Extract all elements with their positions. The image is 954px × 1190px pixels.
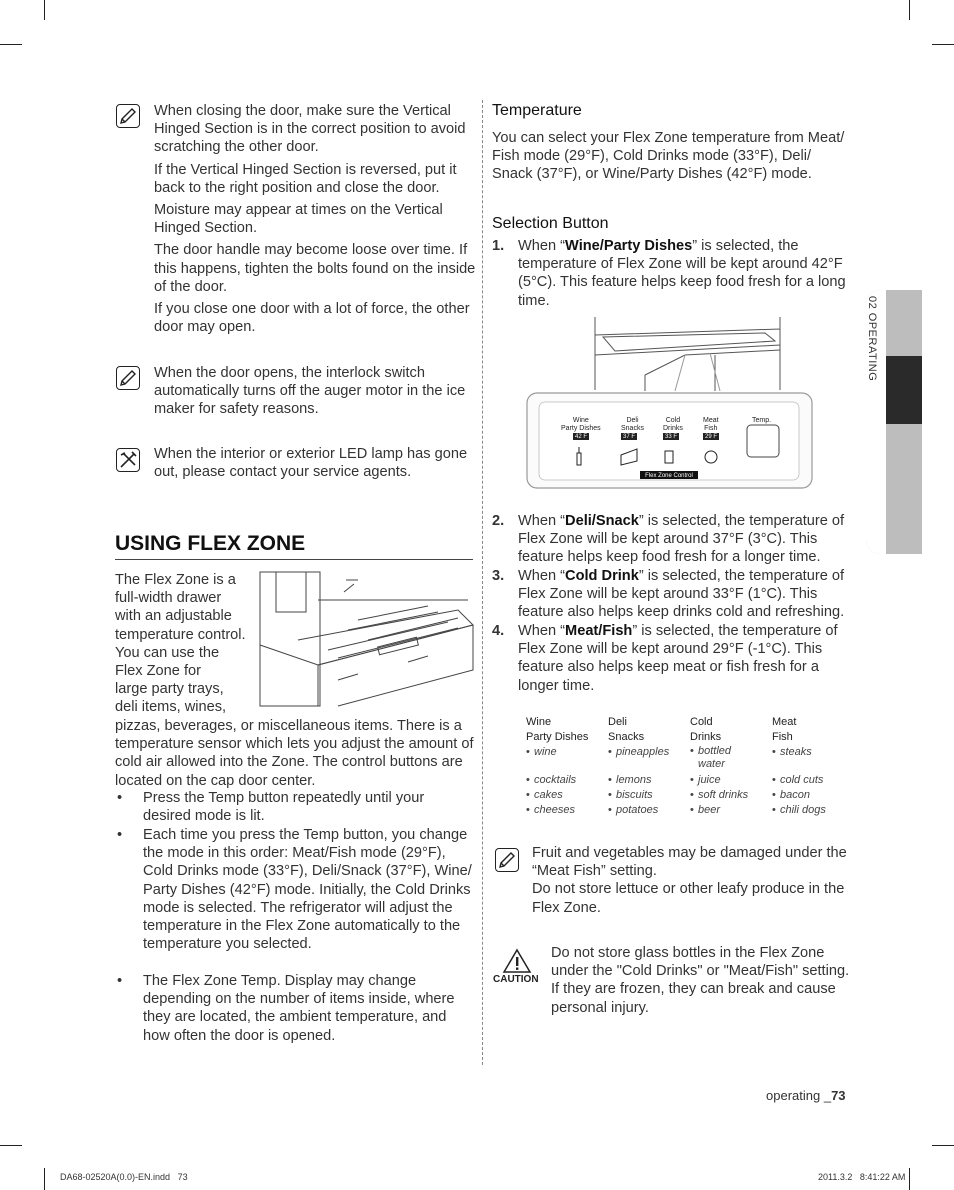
bullet-dot: • [117,790,123,806]
bullet-text: Press the Temp button repeatedly until your desired mode is lit. [143,790,425,825]
item-post: ” is selected, the temperature of Flex Zone will be kept around 33°F (1°C). This feature also helps keep drinks cold and refreshing. [518,568,845,621]
crop-mark [932,1145,954,1146]
panel-label-deli [621,417,644,433]
table-item: • cheeses [534,803,575,818]
note-icon [116,366,140,390]
panel-label-cold [663,417,683,433]
panel-temp: 29 F [704,434,717,440]
note-paragraph: When closing the door, make sure the Vertical Hinged Section is in the correct position to avoid scratching the other door. [154,103,466,156]
page-number [766,1088,846,1103]
table-header: Snacks [608,731,645,743]
table-item: • steaks [780,745,812,760]
note-interlock: When the door opens, the interlock switch automatically turns off the auger motor in the ice maker for safety reasons. [154,365,466,418]
panel-label-temp: Temp. [752,417,772,424]
table-header: Fish [772,731,793,743]
panel-label: Meat [703,417,719,424]
item-number: 1. [492,238,505,254]
panel-caption: Flex Zone Control [645,473,693,479]
note-icon [495,848,519,872]
panel-temp: 37 F [622,434,635,440]
table-header: Cold [690,716,713,728]
column-divider [482,100,483,1065]
footer-date: 2011.3.2 8:41:22 AM [818,1172,906,1182]
item-text [518,567,852,622]
item-pre: When “ [518,513,566,529]
footer-file: DA68-02520A(0.0)-EN.indd 73 [60,1172,188,1182]
item-post: ” is selected, the temperature of Flex Zone will be kept around 42°F (5°C). This feature helps keep food fresh for a long time. [518,238,846,309]
table-item: • cold cuts [780,773,823,788]
table-item: • cocktails [534,773,576,788]
crop-mark [932,44,954,45]
crop-mark [0,1145,22,1146]
item-pre: When “ [518,568,566,584]
item-bold: Cold Drink [565,568,639,584]
caution-icon [502,948,532,974]
intro-line: deli items, wines, [115,699,227,716]
crop-mark [909,1168,910,1190]
item-pre: When “ [518,623,566,639]
intro-line: large party trays, [115,681,224,698]
table-header: Party Dishes [526,731,589,743]
note-line: Fruit and vegetables may be damaged under the “Meat Fish” setting. [532,845,847,880]
temperature-heading: Temperature [492,102,582,119]
bullet-text: The Flex Zone Temp. Display may change depending on the number of items inside, where they are located, the ambient temperature, and how often the door is opened. [143,973,455,1044]
table-item: • chili dogs [780,803,826,818]
note-door-closing [154,102,476,340]
panel-label: Party Dishes [561,425,601,432]
selection-heading: Selection Button [492,215,609,232]
table-item: • bacon [780,788,810,803]
tools-icon [116,448,140,472]
section-title: USING FLEX ZONE [115,532,306,555]
caution-label: CAUTION [493,974,539,985]
temperature-text: You can select your Flex Zone temperature from Meat/ Fish mode (29°F), Cold Drinks mode (33°F), Deli/ Snack (37°F), or Wine/Party Dishes (42°F) mode. [492,130,845,183]
panel-label: Cold [665,417,681,424]
food-table-column [608,715,688,820]
item-bold: Deli/Snack [565,513,639,529]
crop-mark [44,1168,45,1190]
bullet-dot: • [117,827,123,843]
item-text [518,622,852,695]
table-header: Deli [608,716,627,728]
table-item: • beer [698,803,720,818]
item-bold: Meat/Fish [565,623,633,639]
page-prefix: operating _ [766,1088,832,1103]
intro-line: The Flex Zone is a [115,572,236,588]
intro-line: You can use the [115,644,220,661]
side-tab-dark [886,356,922,424]
table-header: Wine [526,716,552,728]
table-item: • soft drinks [698,788,748,803]
table-item: • potatoes [616,803,658,818]
intro-line: with an adjustable [115,608,232,625]
intro-line: temperature control. [115,626,246,643]
intro-line: Flex Zone for [115,663,201,680]
bullet-text: Each time you press the Temp button, you change the mode in this order: Meat/Fish mode (29°F), Cold Drinks mode (33°F), Deli/Snack (37°F), Wine/ Party Dishes (42°F) mode. Initially, the Cold Drinks mode is selected. The refrigerator will adjust the temperature in the Flex Zone automatically to the temperature you selected. [143,827,472,953]
item-bold: Wine/Party Dishes [565,238,693,254]
panel-label: Wine [572,417,589,424]
item-text [518,512,852,567]
crop-mark [44,0,45,20]
panel-temp: 42 F [574,434,587,440]
flex-zone-drawer-illustration [258,570,476,708]
note-line: Do not store lettuce or other leafy produce in the Flex Zone. [532,881,845,916]
intro-rest: pizzas, beverages, or miscellaneous items. There is a temperature sensor which lets you adjust the amount of cold air allowed into the Zone. The control buttons are located on the cap door center. [115,718,474,789]
item-post: ” is selected, the temperature of Flex Zone will be kept around 37°F (3°C). This feature helps keep food fresh for a longer time. [518,513,845,566]
panel-label-wine [561,417,601,433]
bullet-dot: • [117,973,123,989]
note-paragraph: If the Vertical Hinged Section is reversed, put it back to the right position and close the door. [154,161,457,196]
page-num: 73 [831,1088,846,1103]
table-item: • cakes [534,788,563,803]
intro-text [115,571,255,717]
table-item: • wine [534,745,557,760]
item-text [518,237,852,310]
item-pre: When “ [518,238,566,254]
item-number: 3. [492,568,505,584]
note-paragraph: Moisture may appear at times on the Vertical Hinged Section. [154,202,443,237]
food-table-column [690,715,770,820]
panel-label: Drinks [663,425,683,432]
item-post: ” is selected, the temperature of Flex Zone will be kept around 29°F (-1°C). This feature also helps keep meat or fish fresh for a longer time. [518,623,838,694]
control-panel-labels [525,415,815,479]
panel-temp: 33 F [664,434,677,440]
table-header: Drinks [690,731,722,743]
note-led-lamp: When the interior or exterior LED lamp has gone out, please contact your service agents. [154,446,468,481]
section-rule [115,559,473,560]
food-table-column [772,715,852,820]
crop-mark [909,0,910,20]
item-number: 4. [492,623,505,639]
intro-line: full-width drawer [115,590,222,607]
note-fruit [532,844,854,917]
panel-label: Snacks [621,425,644,432]
caution-text: Do not store glass bottles in the Flex Zone under the "Cold Drinks" or "Meat/Fish" setting. If they are frozen, they can break and cause personal injury. [551,945,850,1016]
note-paragraph: If you close one door with a lot of force, the other door may open. [154,301,470,336]
table-item: • pineapples [616,745,669,760]
table-item: • juice [698,773,721,788]
note-paragraph: The door handle may become loose over time. If this happens, tighten the bolts found on the inside of the door. [154,242,476,295]
table-item: • biscuits [616,788,653,803]
table-item: • lemons [616,773,651,788]
crop-mark [0,44,22,45]
note-icon [116,104,140,128]
table-header: Meat [772,716,797,728]
item-number: 2. [492,513,505,529]
table-item: • bottled water [698,745,742,771]
side-tab-label: 02 OPERATING [866,296,878,382]
food-table-column [526,715,606,820]
panel-label: Deli [626,417,639,424]
panel-label: Fish [704,425,718,432]
panel-label-meat [703,417,719,433]
